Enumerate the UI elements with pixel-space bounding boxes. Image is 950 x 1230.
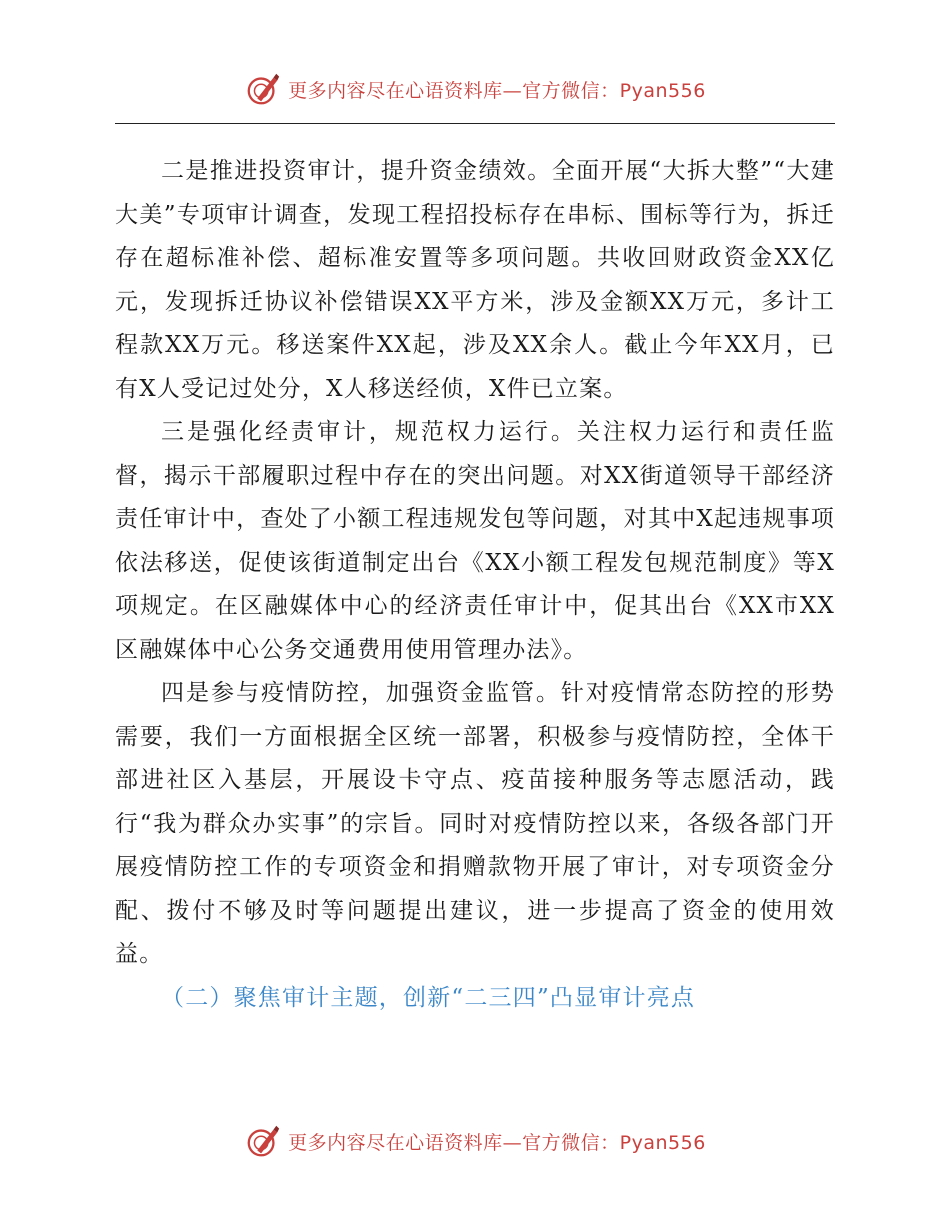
header-watermark bbox=[0, 70, 950, 108]
paragraph-investment-audit: 二是推进投资审计，提升资金绩效。全面开展“大拆大整”“大建大美”专项审计调查，发现工程招投标存在串标、围标等行为，拆迁存在超标准补偿、超标准安置等多项问题。共收回财政资金XX亿元，发现拆迁协议补偿错误XX平方米，涉及金额XX万元，多计工程款XX万元。移送案件XX起，涉及XX余人。截止今年XX月，已有X人受记过处分，X人移送经侦，X件已立案。 bbox=[115, 158, 835, 402]
footer-watermark bbox=[0, 1122, 950, 1160]
footer-wechat-id: Pyan556 bbox=[619, 1131, 706, 1154]
pen-logo-icon bbox=[244, 70, 282, 108]
paragraph-economic-responsibility-audit: 三是强化经责审计，规范权力运行。关注权力运行和责任监督，揭示干部履职过程中存在的突出问题。对XX街道领导干部经济责任审计中，查处了小额工程违规发包等问题，对其中X起违规事项依法移送，促使该街道制定出台《XX小额工程发包规范制度》等X项规定。在区融媒体中心的经济责任审计中，促其出台《XX市XX区融媒体中心公务交通费用使用管理办法》。 bbox=[115, 419, 835, 663]
document-body bbox=[115, 150, 835, 1020]
section-heading: （二）聚焦审计主题，创新“二三四”凸显审计亮点 bbox=[161, 984, 696, 1011]
pen-logo-icon bbox=[244, 1122, 282, 1160]
header-divider bbox=[115, 123, 835, 124]
header-wechat-id: Pyan556 bbox=[619, 79, 706, 102]
header-watermark-text: 更多内容尽在心语资料库—官方微信：Pyan556 bbox=[288, 79, 706, 102]
paragraph-epidemic-fund-audit: 四是参与疫情防控，加强资金监管。针对疫情常态防控的形势需要，我们一方面根据全区统一部署，积极参与疫情防控，全体干部进社区入基层，开展设卡守点、疫苗接种服务等志愿活动，践行“我为群众办实事”的宗旨。同时对疫情防控以来，各级各部门开展疫情防控工作的专项资金和捐赠款物开展了审计，对专项资金分配、拨付不够及时等问题提出建议，进一步提高了资金的使用效益。 bbox=[115, 680, 835, 967]
footer-watermark-text: 更多内容尽在心语资料库—官方微信：Pyan556 bbox=[288, 1131, 706, 1154]
